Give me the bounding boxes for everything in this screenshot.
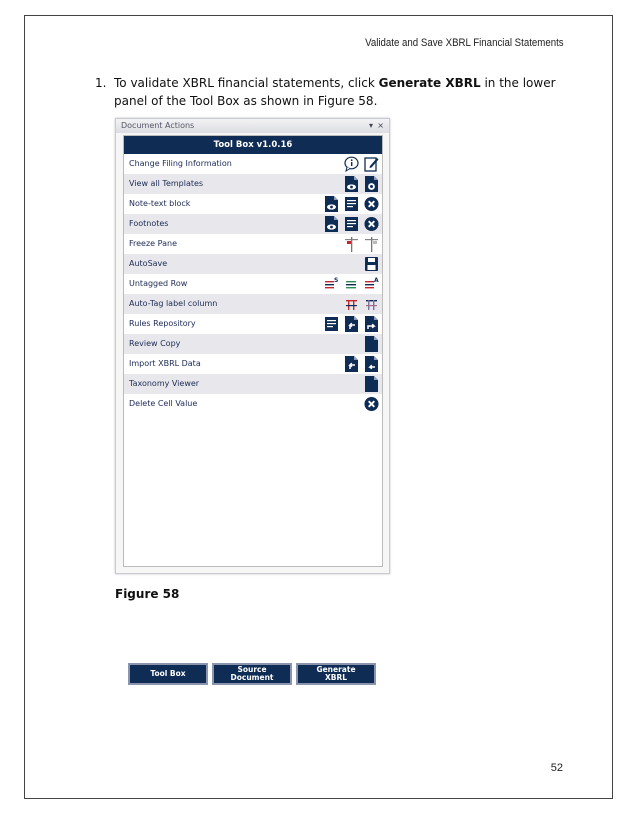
svg-text:A: A: [374, 277, 379, 284]
toolbox-row-label: Note-text block: [129, 199, 191, 208]
toolbox-row-label: View all Templates: [129, 179, 204, 188]
toolbox-row: [124, 234, 382, 254]
step-bold-term: Generate XBRL: [378, 76, 481, 90]
toolbox-row-label: Taxonomy Viewer: [129, 379, 200, 388]
dropdown-icon[interactable]: ▾: [368, 121, 373, 130]
toolbox-row-actions: [364, 396, 379, 412]
toolbox-row: [124, 334, 382, 354]
step-number: 1.: [95, 76, 107, 90]
svg-text:S: S: [334, 277, 339, 284]
toolbox-content: [123, 135, 383, 567]
import-arrow-icon[interactable]: [344, 316, 359, 332]
toolbox-row: [124, 154, 382, 174]
import-pv-icon[interactable]: [364, 356, 379, 372]
auto-tag-clear-icon[interactable]: [364, 296, 379, 312]
toolbox-rows: [124, 154, 382, 414]
toolbox-row-label: Footnotes: [129, 219, 169, 228]
toolbox-row: [124, 254, 382, 274]
toolbox-row-actions: [344, 356, 379, 372]
delete-circle-icon[interactable]: [364, 196, 379, 212]
instruction-step: [95, 74, 575, 110]
toolbox-row: [124, 174, 382, 194]
toolbox-row-label: Delete Cell Value: [129, 399, 198, 408]
toolbox-row: [124, 274, 382, 294]
toolbox-row: [124, 194, 382, 214]
save-icon[interactable]: [364, 256, 379, 272]
rev-document-icon[interactable]: [364, 336, 379, 352]
toolbox-row-actions: [324, 196, 379, 212]
settings-document-icon[interactable]: [364, 176, 379, 192]
toolbox-row-label: Freeze Pane: [129, 239, 177, 248]
toolbox-row-actions: [344, 236, 379, 252]
auto-tag-icon[interactable]: [344, 296, 359, 312]
toolbox-row-label: Review Copy: [129, 339, 181, 348]
delete-circle-icon[interactable]: [364, 396, 379, 412]
toolbox-row-actions: [344, 156, 379, 172]
text-block-icon[interactable]: [324, 316, 339, 332]
toolbox-row-actions: [324, 276, 379, 292]
toolbox-row-label: Rules Repository: [129, 319, 196, 328]
toolbox-row-label: AutoSave: [129, 259, 168, 268]
toolbox-row-label: Untagged Row: [129, 279, 188, 288]
toolbox-row-actions: [344, 296, 379, 312]
step-text: [114, 74, 575, 110]
step-text-before: To validate XBRL financial statements, click: [114, 76, 379, 90]
toolbox-button[interactable]: Tool Box: [128, 663, 208, 685]
import-arrow-icon[interactable]: [344, 356, 359, 372]
unfreeze-pane-icon[interactable]: [364, 236, 379, 252]
untagged-row-a-icon[interactable]: [364, 276, 379, 292]
view-document-icon[interactable]: [344, 176, 359, 192]
untagged-row-icon[interactable]: [344, 276, 359, 292]
view-document-icon[interactable]: [324, 196, 339, 212]
edit-icon[interactable]: [364, 156, 379, 172]
figure-caption: Figure 58: [115, 587, 180, 601]
view-document-icon[interactable]: [324, 216, 339, 232]
source-document-button[interactable]: Source Document: [212, 663, 292, 685]
toolbox-row: [124, 214, 382, 234]
redo-arrow-icon[interactable]: [364, 316, 379, 332]
toolbox-row-actions: [344, 176, 379, 192]
toolbox-row-actions: [364, 376, 379, 392]
toolbox-row-actions: [364, 256, 379, 272]
toolbox-row: [124, 374, 382, 394]
generate-xbrl-button[interactable]: Generate XBRL: [296, 663, 376, 685]
xbrl-document-icon[interactable]: [364, 376, 379, 392]
toolbox-row-label: Import XBRL Data: [129, 359, 201, 368]
toolbox-footer: [128, 663, 376, 685]
page-number: 52: [550, 762, 563, 774]
toolbox-row: [124, 314, 382, 334]
text-block-icon[interactable]: [344, 216, 359, 232]
window-title: Document Actions: [121, 121, 195, 130]
running-header: Validate and Save XBRL Financial Statements: [365, 37, 564, 49]
toolbox-row-actions: [324, 216, 379, 232]
text-block-icon[interactable]: [344, 196, 359, 212]
step-text-after: in the lower panel of the Tool Box as shown in Figure 58.: [114, 76, 556, 108]
delete-circle-icon[interactable]: [364, 216, 379, 232]
toolbox-row-actions: [364, 336, 379, 352]
freeze-pane-icon[interactable]: [344, 236, 359, 252]
close-icon[interactable]: ×: [377, 121, 384, 130]
toolbox-row: [124, 294, 382, 314]
info-bubble-icon[interactable]: [344, 156, 359, 172]
toolbox-row: [124, 354, 382, 374]
toolbox-row-label: Auto-Tag label column: [129, 299, 218, 308]
untagged-row-s-icon[interactable]: [324, 276, 339, 292]
toolbox-row-label: Change Filing Information: [129, 159, 232, 168]
toolbox-title: Tool Box v1.0.16: [124, 136, 382, 154]
toolbox-row-actions: [324, 316, 379, 332]
document-actions-titlebar: [116, 119, 389, 133]
toolbox-row: [124, 394, 382, 414]
